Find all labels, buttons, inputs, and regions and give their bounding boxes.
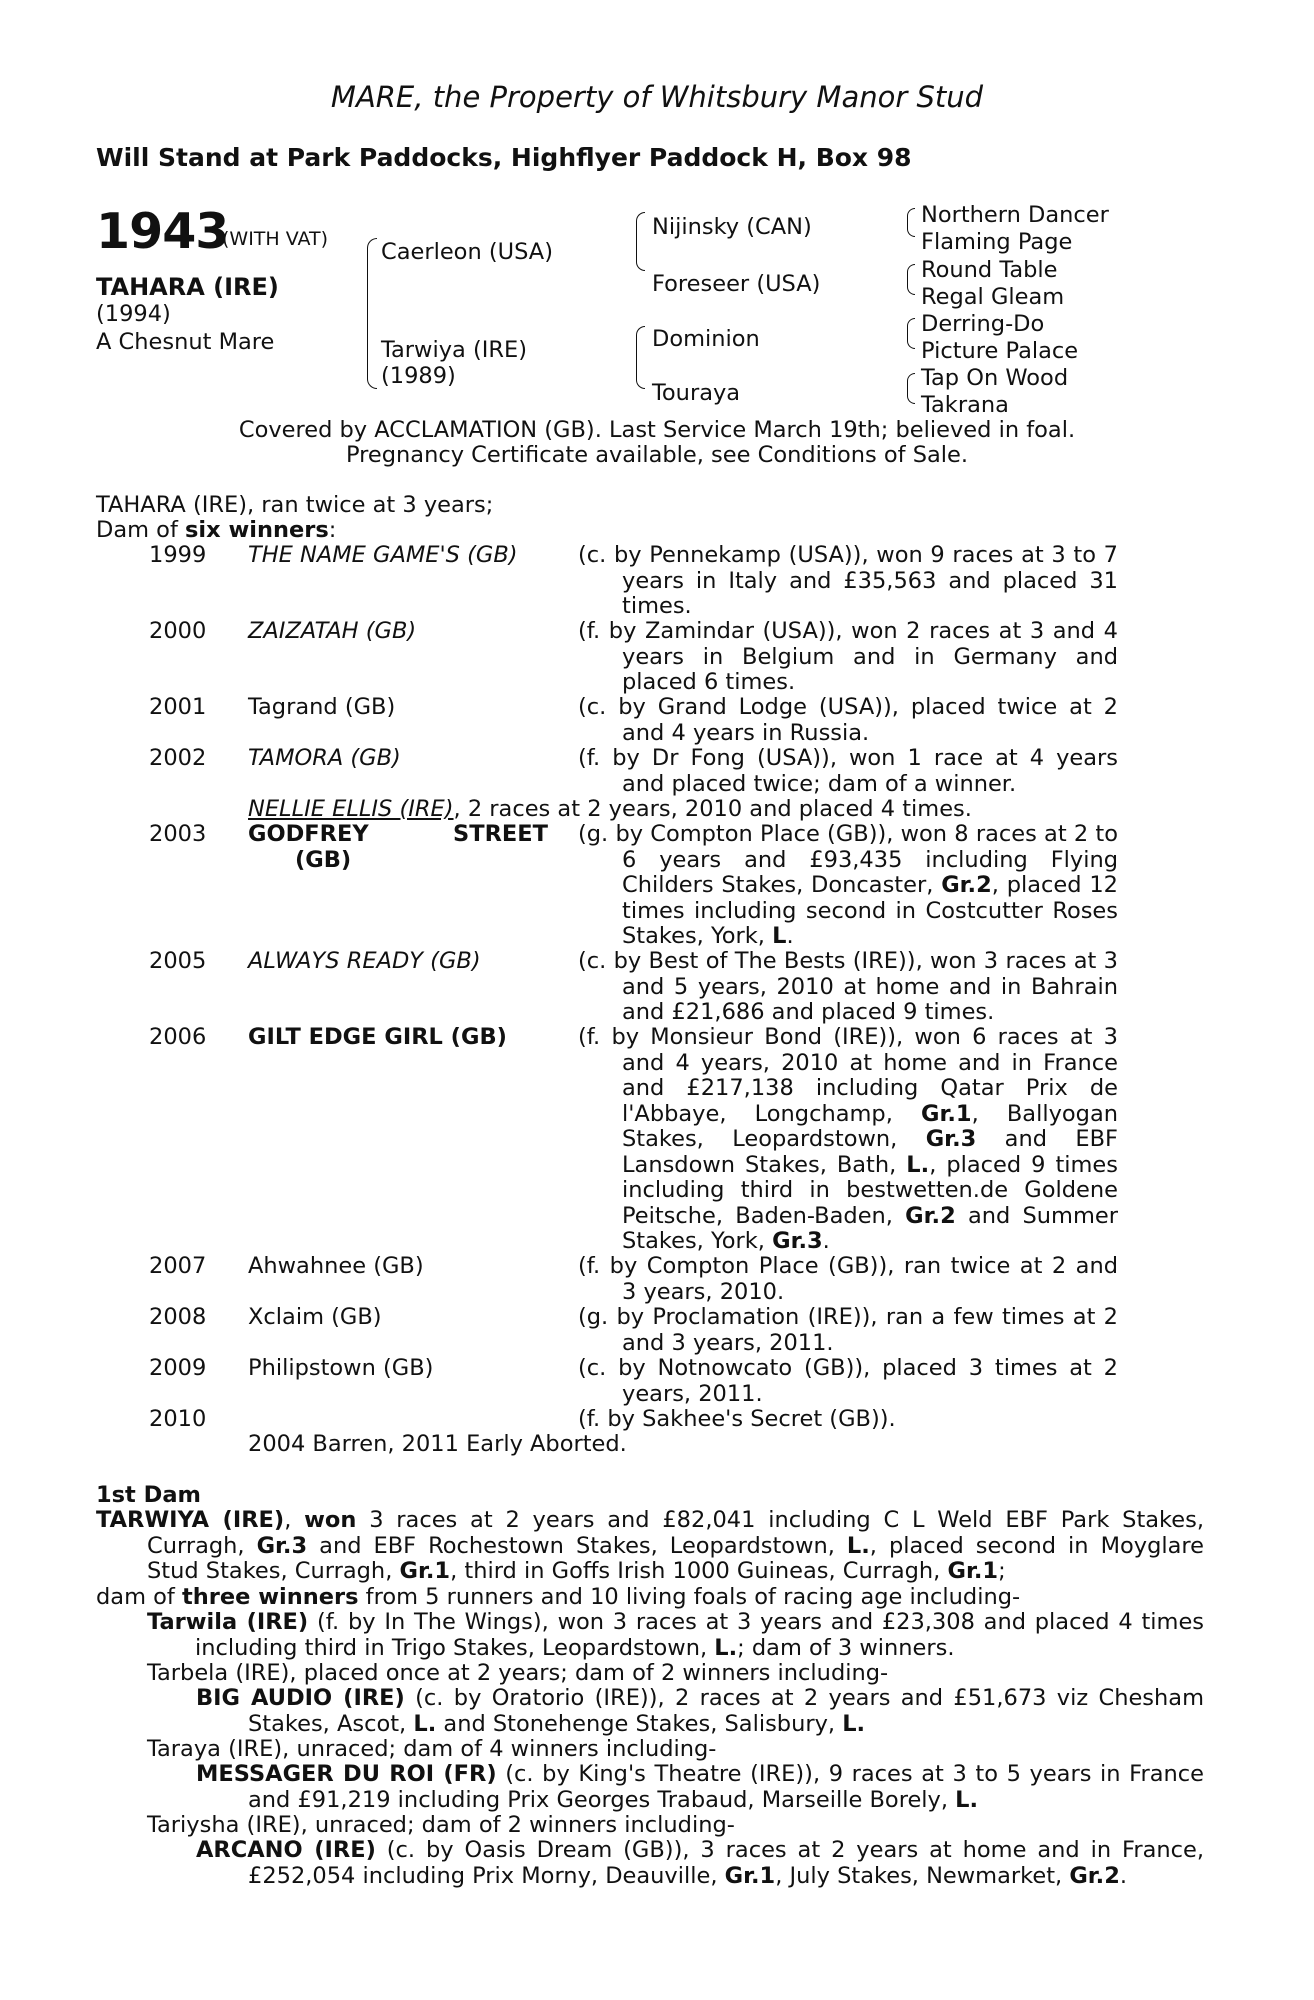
dam-of-line: Dam of six winners: — [96, 517, 337, 543]
race-record: TAHARA (IRE), ran twice at 3 years; — [96, 492, 494, 518]
progeny-year: 2003 — [149, 821, 207, 847]
grand-produce-messager-du-roi: MESSAGER DU ROI (FR) (c. by King's Theatre (IRE)), 9 races at 3 to 5 years in France and £91,219 including Prix Georges Trabaud, Marseille Borely, L. — [196, 1761, 1204, 1813]
progeny-year: 1999 — [149, 542, 207, 568]
pedigree-sire-dam: Foreseer (USA) — [652, 271, 821, 297]
brace — [907, 373, 915, 389]
page-title: MARE, the Property of Whitsbury Manor Stud — [330, 80, 984, 114]
pedigree-ggp: Round Table — [921, 257, 1058, 283]
vat-note: (WITH VAT) — [222, 228, 329, 250]
progeny-details: (f. by Sakhee's Secret (GB)). — [578, 1406, 896, 1432]
progeny-year: 2000 — [149, 618, 207, 644]
progeny-year: 2008 — [149, 1304, 207, 1330]
progeny-details: (c. by Pennekamp (USA)), won 9 races at 3 to 7 years in Italy and £35,563 and placed 31 times. — [578, 542, 1118, 619]
progeny-name: Ahwahnee (GB) — [248, 1253, 424, 1279]
brace — [636, 240, 645, 271]
pregnancy-line: Pregnancy Certificate available, see Conditions of Sale. — [345, 442, 969, 468]
progeny-year: 2002 — [149, 745, 207, 771]
progeny-name: ALWAYS READY (GB) — [248, 948, 481, 974]
progeny-name: THE NAME GAME'S (GB) — [248, 542, 518, 568]
first-dam-produce: dam of three winners from 5 runners and 10 living foals of racing age including- — [96, 1584, 1021, 1610]
pedigree-sire: Caerleon (USA) — [381, 239, 553, 265]
brace — [907, 222, 915, 237]
progeny-name: TAMORA (GB) — [248, 745, 401, 771]
progeny-name: Xclaim (GB) — [248, 1304, 382, 1330]
produce-tarbela: Tarbela (IRE), placed once at 2 years; dam of 2 winners including- — [147, 1660, 889, 1686]
horse-description: A Chesnut Mare — [96, 329, 275, 355]
progeny-details: (c. by Grand Lodge (USA)), placed twice at 2 and 4 years in Russia. — [578, 694, 1118, 746]
brace — [907, 208, 915, 223]
pedigree-sire-sire: Nijinsky (CAN) — [652, 214, 812, 240]
pedigree-dam-year: (1989) — [381, 363, 456, 389]
covering-line: Covered by ACCLAMATION (GB). Last Service March 19th; believed in foal. — [238, 417, 1076, 443]
brace — [636, 326, 645, 357]
brace — [907, 264, 915, 280]
progeny-name: ZAIZATAH (GB) — [248, 618, 417, 644]
pedigree-ggp: Northern Dancer — [921, 202, 1109, 228]
brace — [907, 333, 915, 349]
progeny-details: (g. by Compton Place (GB)), won 8 races at 2 to 6 years and £93,435 including Flying Childers Stakes, Doncaster, Gr.2, placed 12 times including second in Costcutter Roses Stakes, York, L. — [578, 821, 1118, 949]
first-dam-record: TARWIYA (IRE), won 3 races at 2 years and £82,041 including C L Weld EBF Park Stakes, Curragh, Gr.3 and EBF Rochestown Stakes, Leopardstown, L., placed second in Moyglare Stud Stakes, Curragh, Gr.1, third in Goffs Irish 1000 Guineas, Curragh, Gr.1; — [96, 1507, 1204, 1584]
brace — [636, 212, 645, 241]
progeny-year: 2010 — [149, 1406, 207, 1432]
progeny-details: (c. by Best of The Bests (IRE)), won 3 races at 3 and 5 years, 2010 at home and in Bahrain and £21,686 and placed 9 times. — [578, 948, 1118, 1025]
grand-produce-big-audio: BIG AUDIO (IRE) (c. by Oratorio (IRE)), 2 races at 2 years and £51,673 viz Chesham Stakes, Ascot, L. and Stonehenge Stakes, Salisbury, L. — [196, 1685, 1204, 1737]
pedigree-ggp: Flaming Page — [921, 229, 1073, 255]
brace — [907, 279, 915, 295]
grand-produce-arcano: ARCANO (IRE) (c. by Oasis Dream (GB)), 3 races at 2 years at home and in France, £252,054 including Prix Morny, Deauville, Gr.1, July Stakes, Newmarket, Gr.2. — [196, 1837, 1205, 1889]
progeny-name: Tagrand (GB) — [248, 694, 396, 720]
progeny-year: 2006 — [149, 1024, 207, 1050]
venue-line: Will Stand at Park Paddocks, Highflyer Paddock H, Box 98 — [96, 143, 912, 172]
brace — [907, 388, 915, 404]
progeny-details: (g. by Proclamation (IRE)), ran a few times at 2 and 3 years, 2011. — [578, 1304, 1118, 1356]
pedigree-dam-sire: Dominion — [652, 326, 760, 352]
brace — [367, 238, 377, 277]
progeny-details: (f. by Dr Fong (USA)), won 1 race at 4 years and placed twice; dam of a winner. — [578, 745, 1118, 797]
section-heading: 1st Dam — [96, 1482, 201, 1508]
pedigree-dam-dam: Touraya — [652, 380, 741, 406]
pedigree-ggp: Regal Gleam — [921, 284, 1065, 310]
pedigree-ggp: Picture Palace — [921, 338, 1079, 364]
produce-tariysha: Tariysha (IRE), unraced; dam of 2 winners including- — [147, 1812, 735, 1838]
progeny-details: (f. by Compton Place (GB)), ran twice at 2 and 3 years, 2010. — [578, 1253, 1118, 1305]
progeny-details: (c. by Notnowcato (GB)), placed 3 times at 2 years, 2011. — [578, 1355, 1118, 1407]
lot-number: 1943 — [96, 203, 229, 260]
brace — [636, 356, 645, 389]
progeny-details: (f. by Monsieur Bond (IRE)), won 6 races at 3 and 4 years, 2010 at home and in France and £217,138 including Qatar Prix de l'Abbaye, Longchamp, Gr.1, Ballyogan Stakes, Leopardstown, Gr.3 and EBF Lansdown Stakes, Bath, L., placed 9 times including third in bestwetten.de Goldene Peitsche, Baden-Baden, Gr.2 and Summer Stakes, York, Gr.3. — [578, 1024, 1118, 1254]
progeny-year: 2005 — [149, 948, 207, 974]
progeny-name: GODFREY STREET — [248, 821, 548, 847]
progeny-name: Philipstown (GB) — [248, 1355, 434, 1381]
pedigree-ggp: Tap On Wood — [921, 365, 1069, 391]
brace — [907, 318, 915, 334]
produce-tarwila: Tarwila (IRE) (f. by In The Wings), won 3 races at 3 years and £23,308 and placed 4 times including third in Trigo Stakes, Leopardstown, L.; dam of 3 winners. — [147, 1609, 1205, 1661]
progeny-details: (f. by Zamindar (USA)), won 2 races at 3 and 4 years in Belgium and in Germany and placed 6 times. — [578, 618, 1118, 695]
progeny-name: GILT EDGE GIRL (GB) — [248, 1024, 507, 1050]
barren-line: 2004 Barren, 2011 Early Aborted. — [248, 1431, 627, 1457]
progeny-year: 2009 — [149, 1355, 207, 1381]
progeny-year: 2001 — [149, 694, 207, 720]
pedigree-ggp: Takrana — [921, 392, 1009, 418]
horse-year: (1994) — [96, 301, 171, 327]
progeny-name: (GB) — [295, 847, 352, 873]
produce-taraya: Taraya (IRE), unraced; dam of 4 winners including- — [147, 1736, 717, 1762]
progeny-year: 2007 — [149, 1253, 207, 1279]
brace — [367, 276, 368, 356]
grand-progeny-line: NELLIE ELLIS (IRE), 2 races at 2 years, 2010 and placed 4 times. — [248, 796, 972, 822]
pedigree-dam: Tarwiya (IRE) — [381, 337, 528, 363]
brace — [367, 356, 377, 389]
pedigree-ggp: Derring-Do — [921, 311, 1045, 337]
horse-name: TAHARA (IRE) — [96, 273, 279, 301]
